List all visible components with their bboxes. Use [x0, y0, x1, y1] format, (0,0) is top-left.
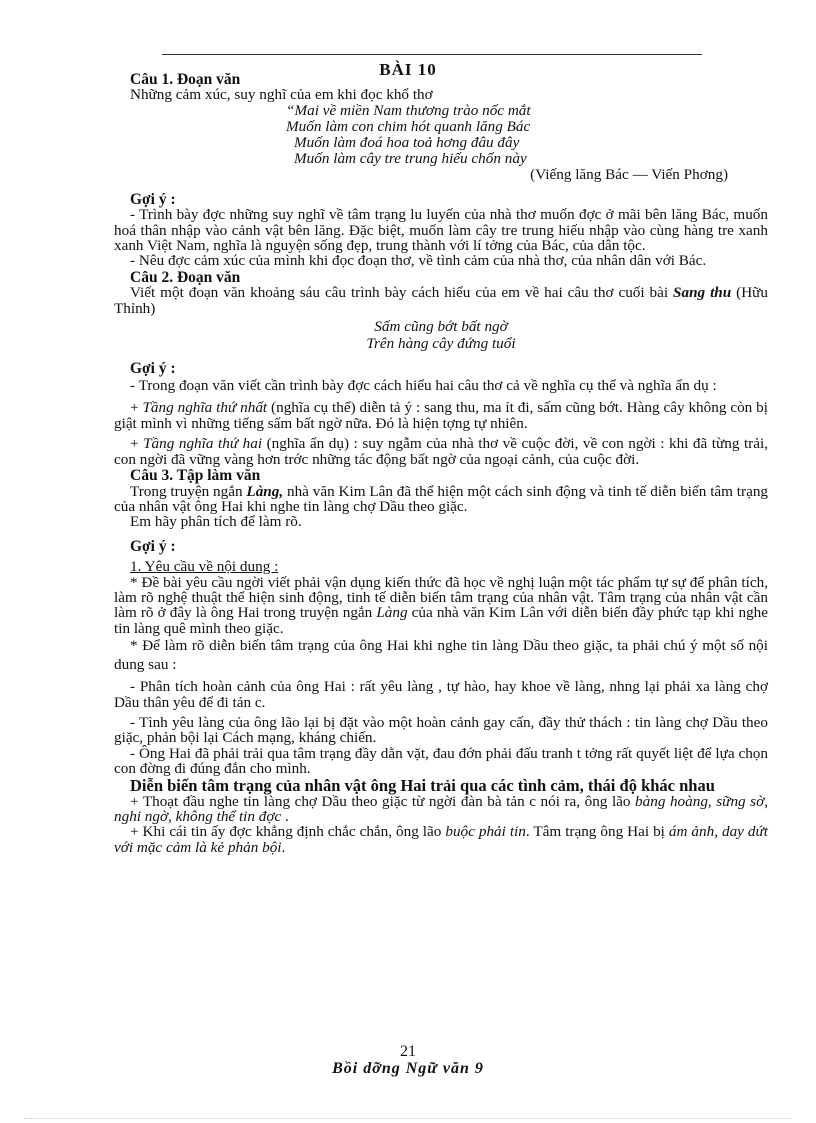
q2-hint-label: Gợi ý : — [130, 360, 176, 378]
q3-prompt2: Em hãy phân tích để làm rõ. — [130, 513, 302, 531]
q3-heading: Câu 3. Tập làm văn — [130, 467, 261, 485]
q1-poem-line: Muốn làm cây tre trung hiếu chốn này — [294, 149, 527, 167]
q3-prompt-rest: nhà văn Kim Lân đã thể hiện một cách sinh động và tinh tế diễn biến tâm trạng của nhân vật ông Hai khi nghe tin làng chợ Dầu theo giặc. — [114, 482, 769, 515]
q3-paragraph — [114, 575, 768, 637]
q3-p6-end: . — [281, 808, 289, 825]
q1-poem-source: (Viếng lăng Bác — Viến Phơng) — [530, 165, 728, 183]
q3-hint-label: Gợi ý : — [130, 537, 176, 555]
q1-hint: - Nêu đợc cảm xúc của mình khi đọc đoạn thơ, về tình cảm của nhà thơ, của nhân dân với Bác. — [130, 252, 707, 270]
q1-hint: - Trình bày đợc những suy nghĩ về tâm trạng lu luyến của nhà thơ muốn đợc ở mãi bên lăng Bác, muốn hoá thân nhập vào cảnh vật bên lăng. Đặc biệt, muốn làm cây tre trung hiếu nhập vào cùng hàng tre xanh xanh Việt Nam, nghĩa là nguyện sống đẹp, trung thành với lí tởng của Bác, của dân tộc. — [114, 206, 768, 255]
header-rule — [162, 54, 702, 55]
q3-subheading: Diễn biến tâm trạng của nhân vật ông Hai trải qua các tình cảm, thái độ khác nhau — [130, 775, 715, 795]
q3-prompt-text: Trong truyện ngắn — [130, 482, 247, 500]
q3-prompt-title: Làng, — [246, 482, 284, 500]
q2-prompt-author: (Hữu Thỉnh) — [114, 284, 768, 317]
q2-layer2-text: (nghĩa ẩn dụ) : suy ngẫm của nhà thơ về cuộc đời, về con ngời : khi đã từng trải, con ngời đã vững vàng hơn trớc những tác động bất ngờ của ngoại cảnh, của cuộc đời. — [114, 435, 768, 468]
q3-paragraph — [114, 794, 768, 825]
q3-requirement-label: 1. Yêu cầu về nội dung : — [130, 558, 279, 576]
q3-paragraph: * Để làm rõ diễn biến tâm trạng của ông Hai khi nghe tin làng Dầu theo giặc, ta phải chú ý một số nội dung sau : — [114, 637, 768, 674]
page-edge-rule — [24, 1118, 792, 1119]
q3-p7-italic: buộc phải tin — [445, 823, 526, 841]
q3-paragraph: - Ông Hai đã phải trải qua tâm trạng đầy dằn vặt, đau đớn phải đấu tranh t tởng rất quyết liệt để lựa chọn con đờng đi đúng đắn cho mình. — [114, 744, 768, 778]
q1-poem — [114, 103, 768, 183]
page-number: 21 — [400, 1043, 416, 1060]
q1-poem-line: “Mai về miền Nam thương trào nốc mắt — [286, 101, 531, 119]
q2-layer2: + Tầng nghĩa thứ hai (nghĩa ẩn dụ) : suy ngẫm của nhà thơ về cuộc đời, về con ngời : khi đã từng trải, con ngời đã vững vàng hơn trớc những tác động bất ngờ của ngoại cảnh, của cuộc đời. — [114, 435, 768, 468]
q2-poem-line: Sấm cũng bớt bất ngờ — [374, 318, 508, 336]
q1-hint-label: Gợi ý : — [130, 190, 176, 208]
q3-paragraph: - Phân tích hoàn cảnh của ông Hai : rất yêu làng , tự hào, hay khoe về làng, nhng lại phải xa làng chợ Dầu thân yêu để đi tản c. — [114, 678, 768, 711]
q3-paragraph — [114, 824, 768, 855]
q2-layer1: + Tầng nghĩa thứ nhất (nghĩa cụ thể) diễn tả ý : sang thu, ma ít đi, sấm cũng bớt. Hàng cây không còn bị giật mình vì những tiếng sấm bất ngờ nữa. Đó là hiện tợng tự nhiên. — [114, 399, 768, 432]
q3-p7-text: + Khi cái tin ấy đợc khẳng định chắc chắn, ông lão — [130, 823, 446, 841]
q3-p7-end: . — [281, 838, 286, 856]
q2-layer1-text: (nghĩa cụ thể) diễn tả ý : sang thu, ma ít đi, sấm cũng bớt. Hàng cây không còn bị giật mình vì những tiếng sấm bất ngờ nữa. Đó là hiện tợng tự nhiên. — [114, 399, 768, 432]
q3-p6-italic: bàng hoàng, sững sờ, nghi ngờ, không thể tin đợc — [114, 792, 768, 825]
q3-paragraph-rest: của nhà văn Kim Lân với diễn biến đầy phức tạp khi nghe tin làng quê mình theo giặc. — [114, 604, 769, 637]
q3-paragraph-text: * Đề bài yêu cầu ngời viết phải vận dụng kiến thức đã học về nghị luận một tác phẩm tự sự để phân tích, làm rõ nghệ thuật thể hiện sinh động, tinh tế diễn biến tâm trạng của nhân vật. Tâm trạng của nhân vật cần làm rõ ở đây là ông Hai trong truyện ngắn — [114, 573, 768, 622]
q2-layer2-label: Tầng nghĩa thứ hai — [143, 435, 263, 453]
q2-layer1-label: Tầng nghĩa thứ nhất — [142, 399, 268, 417]
q3-p6-text: + Thoạt đầu nghe tin làng chợ Dầu theo giặc từ ngời đàn bà tản c nói ra, ông lão — [130, 792, 636, 810]
q2-prompt-text: Viết một đoạn văn khoảng sáu câu trình bày cách hiểu của em về hai câu thơ cuối bài — [130, 284, 674, 302]
q2-prompt-title: Sang thu — [673, 284, 732, 302]
q2-prompt — [114, 285, 768, 316]
q2-poem — [114, 318, 768, 352]
q3-prompt — [114, 484, 768, 515]
q2-hint: - Trong đoạn văn viết cần trình bày đợc cách hiểu hai câu thơ cả về nghĩa cụ thể và nghĩa ẩn dụ : — [130, 377, 717, 395]
q3-p7-mid: . Tâm trạng ông Hai bị — [525, 823, 669, 841]
q1-poem-line: Muốn làm đoá hoa toả hơng đâu đây — [294, 133, 520, 151]
footer-book-title: Bồi dỡng Ngữ văn 9 — [332, 1060, 484, 1077]
lesson-title: BÀI 10 — [379, 60, 437, 79]
q1-prompt: Những cảm xúc, suy nghĩ của em khi đọc khổ thơ — [130, 86, 433, 104]
q1-poem-line: Muốn làm con chim hót quanh lăng Bác — [286, 117, 531, 135]
q3-p7-italic: ám ảnh, day dứt với mặc cảm là kẻ phản bội — [114, 823, 768, 856]
q3-paragraph: - Tình yêu làng của ông lão lại bị đặt vào một hoàn cảnh gay cấn, đầy thử thách : tin làng chợ Dầu theo giặc, phản bội lại Cách mạng, kháng chiến. — [114, 713, 768, 747]
q1-heading: Câu 1. Đoạn văn — [130, 71, 241, 88]
document-body — [114, 71, 768, 855]
q2-heading: Câu 2. Đoạn văn — [130, 268, 241, 286]
q2-poem-line: Trên hàng cây đứng tuổi — [366, 335, 516, 353]
q3-paragraph-title: Làng — [376, 604, 408, 622]
